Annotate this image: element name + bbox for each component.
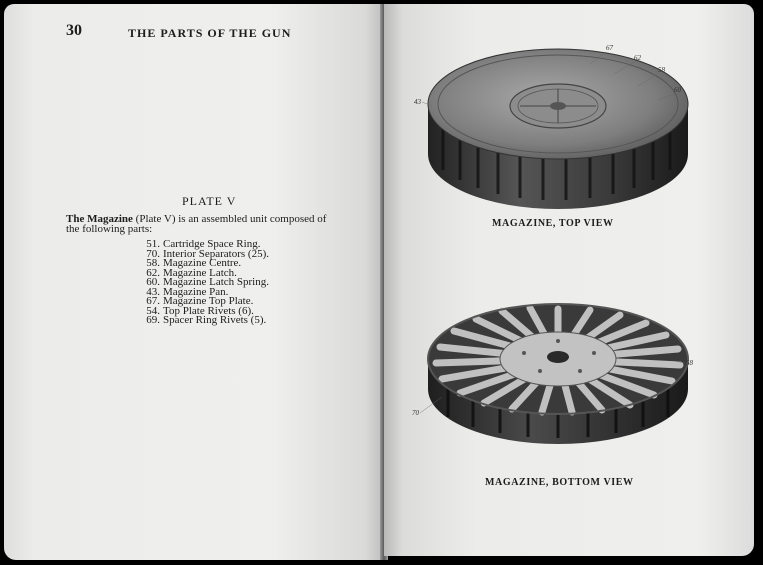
plate-description: [66, 214, 326, 234]
part-name: Magazine Pan.: [163, 285, 229, 298]
part-name: Magazine Latch Spring.: [163, 276, 269, 288]
part-name: Magazine Centre.: [163, 257, 242, 269]
part-name: Spacer Ring Rivets (5).: [163, 314, 267, 326]
svg-text:70: 70: [412, 409, 419, 417]
page-number: 30: [66, 22, 82, 39]
part-number: 43.: [146, 285, 160, 298]
book-spread: [4, 4, 756, 560]
part-name: Magazine Top Plate.: [163, 295, 254, 307]
svg-text:43: 43: [414, 98, 421, 106]
part-name: Interior Separators (25).: [163, 247, 269, 260]
description-line2: the following parts:: [66, 223, 153, 235]
part-name: Top Plate Rivets (6).: [163, 304, 254, 317]
part-number: 70.: [146, 247, 160, 260]
caption-bottom-view: MAGAZINE, BOTTOM VIEW: [485, 477, 634, 488]
part-number: 67.: [146, 295, 160, 307]
svg-text:60: 60: [674, 86, 681, 94]
part-number: 54.: [146, 304, 160, 317]
part-name: Magazine Latch.: [163, 266, 237, 279]
plate-title: PLATE V: [182, 194, 237, 208]
running-head: THE PARTS OF THE GUN: [128, 26, 292, 40]
part-number: 58.: [146, 257, 160, 269]
parts-list: [132, 240, 269, 326]
magazine-bottom-view-illustration: [408, 289, 708, 449]
part-number: 62.: [146, 266, 160, 279]
part-number: 51.: [146, 238, 160, 250]
part-number: 69.: [146, 314, 160, 326]
right-page: [384, 4, 754, 556]
svg-text:58: 58: [686, 359, 693, 367]
magazine-top-view-illustration: [408, 34, 708, 219]
part-name: Cartridge Space Ring.: [163, 238, 261, 250]
caption-top-view: MAGAZINE, TOP VIEW: [492, 218, 614, 229]
svg-text:62: 62: [634, 54, 641, 62]
description-rest: (Plate V) is an assembled unit composed of: [132, 213, 327, 225]
description-bold: The Magazine: [66, 213, 133, 225]
list-item: [132, 316, 269, 326]
part-number: 60.: [146, 276, 160, 288]
left-page: [4, 4, 384, 560]
svg-text:58: 58: [658, 66, 665, 74]
svg-text:67: 67: [606, 44, 613, 52]
